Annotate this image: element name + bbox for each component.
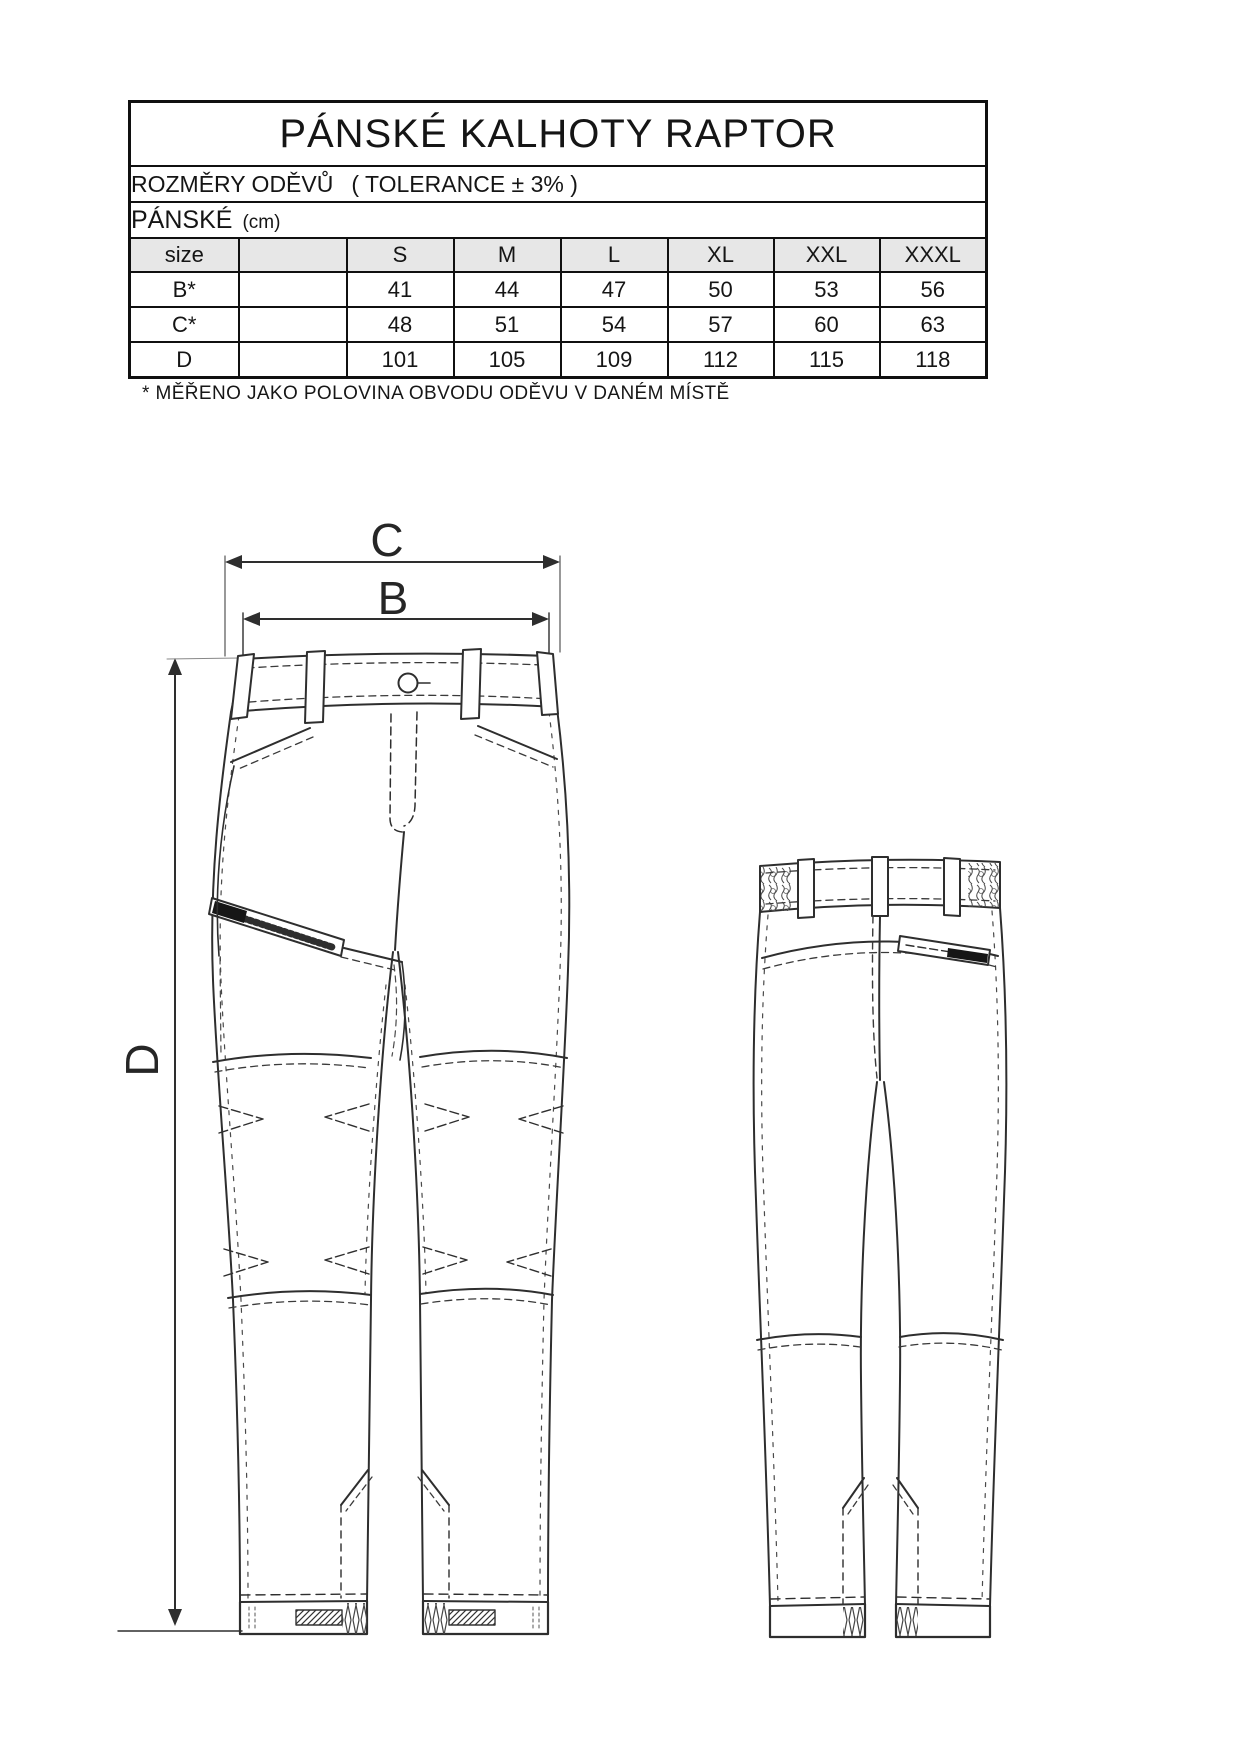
measurement-footnote: * MĚŘENO JAKO POLOVINA OBVODU ODĚVU V DANÉM MÍSTĚ	[142, 383, 730, 404]
front-pocket-right	[475, 726, 557, 767]
header-xl: XL	[668, 238, 774, 272]
row-b-xxl: 53	[774, 272, 880, 307]
front-belt-loop-2	[305, 651, 325, 723]
category-label: PÁNSKÉ	[131, 205, 233, 234]
back-left-outseam	[754, 912, 770, 1606]
front-left-inseam	[367, 952, 393, 1602]
tolerance-label: ( TOLERANCE ± 3% )	[351, 170, 578, 197]
hem-elastic-right	[423, 1603, 448, 1634]
row-b-xl: 50	[668, 272, 774, 307]
row-b-xxxl: 56	[880, 272, 987, 307]
velcro-patch-left	[296, 1610, 342, 1625]
unit-label: (cm)	[242, 211, 281, 233]
dimensions-label: ROZMĚRY ODĚVŮ	[131, 170, 334, 197]
header-m: M	[454, 238, 561, 272]
product-title: PÁNSKÉ KALHOTY RAPTOR	[130, 102, 987, 167]
header-size: size	[130, 238, 239, 272]
fly-stitching	[390, 712, 417, 950]
waist-button	[399, 674, 418, 693]
front-view-drawing	[209, 649, 569, 1634]
hem-elastic-left	[342, 1603, 367, 1634]
header-l: L	[561, 238, 668, 272]
back-right-inseam	[884, 1082, 900, 1606]
back-hem-elastic-left	[843, 1607, 865, 1636]
arrowhead-d-bottom	[168, 1609, 182, 1626]
row-c-xxl: 60	[774, 307, 880, 342]
arrowhead-c-left	[225, 555, 242, 569]
back-belt-loop-2	[872, 857, 888, 916]
row-d-xl: 112	[668, 342, 774, 378]
header-xxxl: XXXL	[880, 238, 987, 272]
row-label-c: C*	[130, 307, 239, 342]
back-zip-pocket	[898, 936, 990, 965]
back-belt-loop-1	[798, 859, 814, 918]
header-xxl: XXL	[774, 238, 880, 272]
arrowhead-c-right	[543, 555, 560, 569]
row-c-xl: 57	[668, 307, 774, 342]
back-left-inseam	[861, 1082, 877, 1606]
knee-darts	[219, 1104, 563, 1276]
row-c-m: 51	[454, 307, 561, 342]
arrowhead-b-right	[532, 612, 549, 626]
row-d-xxxl: 118	[880, 342, 987, 378]
row-c-s: 48	[347, 307, 454, 342]
back-ankle-gussets	[843, 1478, 918, 1604]
thigh-zip-pocket	[209, 766, 405, 1060]
arrowhead-b-left	[243, 612, 260, 626]
row-d-l: 109	[561, 342, 668, 378]
dimension-c-label: C	[370, 514, 404, 566]
knee-panel-seams	[213, 1051, 567, 1308]
dimension-b	[243, 572, 549, 659]
row-label-b: B*	[130, 272, 239, 307]
front-left-outseam	[212, 712, 240, 1602]
dimension-d-label: D	[116, 1043, 168, 1077]
arrowhead-d-top	[168, 658, 182, 675]
back-hems	[770, 1597, 990, 1637]
back-right-outseam	[990, 908, 1006, 1606]
front-hems	[240, 1594, 548, 1634]
front-pocket-left	[231, 728, 313, 770]
front-belt-loop-3	[461, 649, 481, 719]
dimension-b-label: B	[377, 572, 409, 624]
back-belt-loop-3	[944, 858, 960, 916]
row-b-l: 47	[561, 272, 668, 307]
front-ankle-gussets	[341, 1470, 449, 1598]
back-knee-seams	[757, 1333, 1003, 1350]
row-d-s: 101	[347, 342, 454, 378]
row-d-xxl: 115	[774, 342, 880, 378]
header-s: S	[347, 238, 454, 272]
row-b-m: 44	[454, 272, 561, 307]
back-view-drawing	[754, 857, 1007, 1637]
row-d-m: 105	[454, 342, 561, 378]
velcro-patch-right	[449, 1610, 495, 1625]
row-c-xxxl: 63	[880, 307, 987, 342]
back-hem-elastic-right	[896, 1607, 918, 1636]
row-b-s: 41	[347, 272, 454, 307]
center-back-seam	[879, 916, 880, 1080]
row-label-d: D	[130, 342, 239, 378]
row-c-l: 54	[561, 307, 668, 342]
